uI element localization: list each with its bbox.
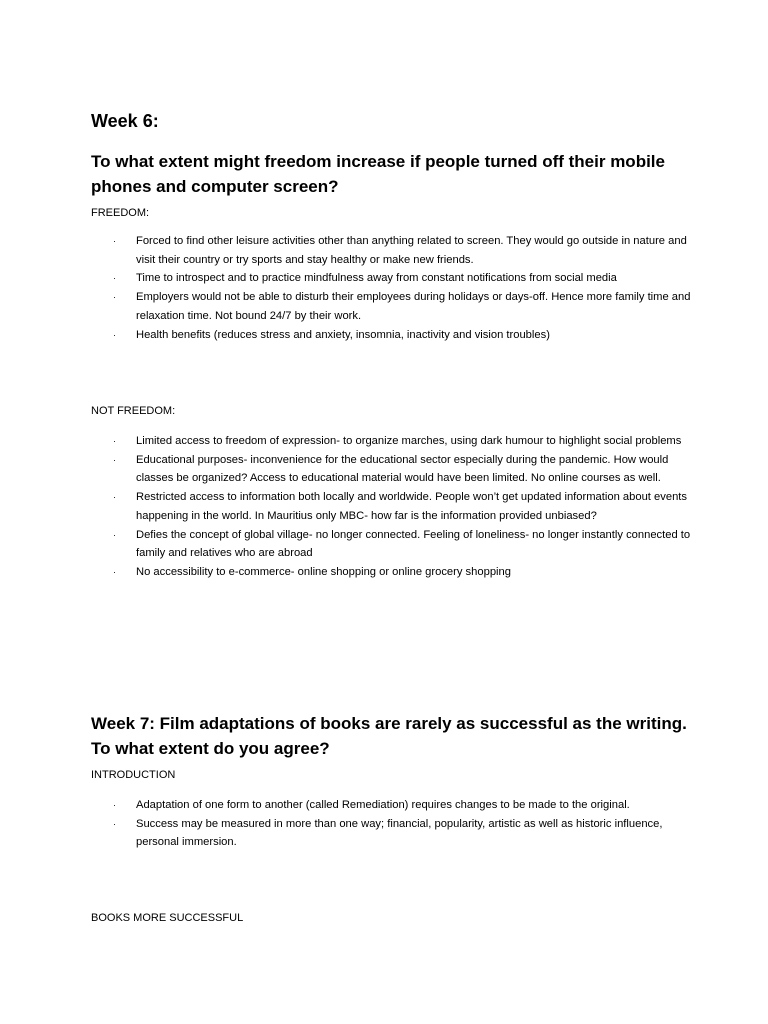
week7-question: Week 7: Film adaptations of books are rarely as successful as the writing. To what extent do you agree? [91,714,687,758]
bullet-icon: · [113,818,116,829]
bullet-icon: · [113,566,116,577]
week6-title: Week 6: [91,111,159,131]
freedom-list [113,232,693,344]
bullet-icon: · [113,436,116,446]
list-item: · Limited access to freedom of expression- to organize marches, using dark humour to highlight social problems [113,432,693,451]
bullet-icon: · [113,454,116,465]
not-freedom-list [113,432,693,582]
list-item: · Time to introspect and to practice mindfulness away from constant notifications from social media [113,269,693,288]
not-freedom-label: NOT FREEDOM: [91,405,176,417]
list-item: · Health benefits (reduces stress and anxiety, insomnia, inactivity and vision troubles) [113,326,693,345]
bullet-icon: · [113,329,116,340]
introduction-label: INTRODUCTION [91,769,176,781]
list-item: · Forced to find other leisure activities other than anything related to screen. They would go outside in nature and visit their country or try sports and stay healthy or make new friends. [113,232,693,269]
bullet-icon: · [113,273,116,284]
bullet-icon: · [113,292,116,303]
list-item: · Success may be measured in more than one way; financial, popularity, artistic as well as historic influence, personal immersion. [113,815,693,852]
bullet-icon: · [113,236,116,246]
bullet-icon: · [113,800,116,810]
list-item: · Adaptation of one form to another (called Remediation) requires changes to be made to the original. [113,796,693,815]
list-item: · Educational purposes- inconvenience for the educational sector especially during the pandemic. How would classes be organized? Access to educational material would have been limited. No online courses as well. [113,451,693,488]
bullet-icon: · [113,529,116,540]
week6-question: To what extent might freedom increase if people turned off their mobile phones and computer screen? [91,152,665,196]
list-item: · Defies the concept of global village- no longer connected. Feeling of loneliness- no longer instantly connected to family and relatives who are abroad [113,526,693,563]
list-item: · Employers would not be able to disturb their employees during holidays or days-off. Hence more family time and relaxation time. Not bound 24/7 by their work. [113,288,693,325]
list-item: · Restricted access to information both locally and worldwide. People won’t get updated information about events happening in the world. In Mauritius only MBC- how far is the information provided unbiased? [113,488,693,525]
freedom-label: FREEDOM: [91,207,150,219]
list-item: · No accessibility to e-commerce- online shopping or online grocery shopping [113,563,693,582]
bullet-icon: · [113,492,116,503]
introduction-list [113,796,693,852]
books-more-successful-label: BOOKS MORE SUCCESSFUL [91,912,244,924]
